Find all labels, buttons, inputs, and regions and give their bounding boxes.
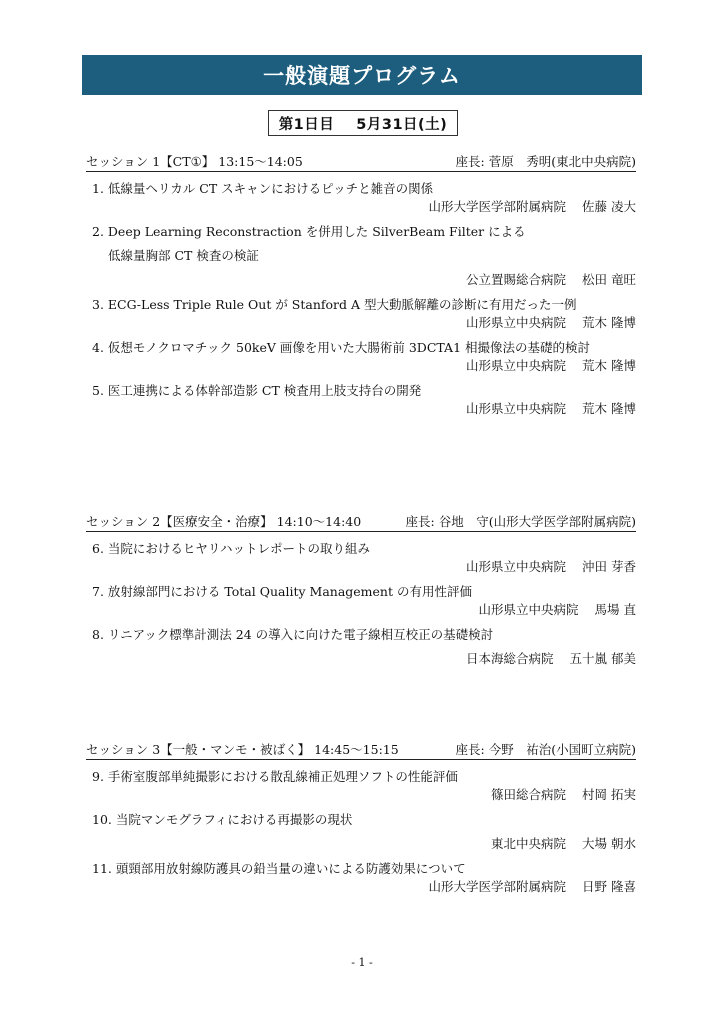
session-chair: 座長: 菅原 秀明(東北中央病院) xyxy=(455,154,636,169)
presenter-institution: 山形県立中央病院 xyxy=(466,559,567,574)
presenter-name: 松田 竜旺 xyxy=(582,272,636,287)
page-number: - 1 - xyxy=(351,956,373,969)
abstract-title: 5. 医工連携による体幹部造影 CT 検査用上肢支持台の開発 xyxy=(92,383,422,398)
presenter-institution: 山形大学医学部附属病院 xyxy=(428,879,567,894)
session-header xyxy=(86,508,636,532)
list-item xyxy=(88,339,636,375)
presenter xyxy=(88,558,636,576)
presenter xyxy=(88,357,636,375)
abstract-title: 4. 仮想モノクロマチック 50keV 画像を用いた大腸術前 3DCTA1 相撮像法の基礎的検討 xyxy=(92,340,590,355)
day-date: 5月31日(土) xyxy=(356,116,448,133)
presenter-name: 馬場 直 xyxy=(594,602,636,617)
program-banner xyxy=(82,55,642,95)
presenter-institution: 日本海総合病院 xyxy=(466,651,554,666)
presenter xyxy=(88,314,636,332)
presenter xyxy=(88,650,636,668)
presenter-institution: 山形県立中央病院 xyxy=(478,602,579,617)
abstract-title: 1. 低線量ヘリカル CT スキャンにおけるピッチと雑音の関係 xyxy=(92,181,434,196)
list-item xyxy=(88,540,636,576)
abstract-title: 3. ECG-Less Triple Rule Out が Stanford A 型大動脈解離の診断に有用だった一例 xyxy=(92,297,577,312)
presenter-institution: 篠田総合病院 xyxy=(491,787,567,802)
list-item xyxy=(88,296,636,332)
presenter-name: 五十嵐 郁美 xyxy=(569,651,636,666)
day-label: 第1日目 xyxy=(278,116,335,133)
presenter-name: 佐藤 凌大 xyxy=(582,199,636,214)
abstract-title: 8. リニアック標準計測法 24 の導入に向けた電子線相互校正の基礎検討 xyxy=(92,627,494,642)
list-item xyxy=(88,382,636,418)
presenter xyxy=(88,271,636,289)
presenter-institution: 東北中央病院 xyxy=(491,836,567,851)
presenter xyxy=(88,835,636,853)
presenter-institution: 公立置賜総合病院 xyxy=(466,272,567,287)
session-title: セッション 3【一般・マンモ・被ばく】 14:45～15:15 xyxy=(86,742,399,757)
presenter xyxy=(88,400,636,418)
abstract-title-continued: 低線量胸部 CT 検査の検証 xyxy=(108,248,259,263)
presenter-name: 沖田 芽香 xyxy=(582,559,636,574)
session-3 xyxy=(86,736,636,896)
presenter-name: 荒木 隆博 xyxy=(582,315,636,330)
list-item xyxy=(88,768,636,804)
presenter-institution: 山形県立中央病院 xyxy=(466,401,567,416)
presenter-name: 大場 朝水 xyxy=(582,836,636,851)
list-item xyxy=(88,860,636,896)
presenter xyxy=(88,198,636,216)
banner-title: 一般演題プログラム xyxy=(263,64,461,88)
list-item xyxy=(88,180,636,216)
presenter-institution: 山形県立中央病院 xyxy=(466,358,567,373)
list-item xyxy=(88,223,636,289)
presenter-institution: 山形大学医学部附属病院 xyxy=(428,199,567,214)
session-1 xyxy=(86,148,636,418)
presenter-name: 日野 隆喜 xyxy=(582,879,636,894)
presenter-name: 村岡 拓実 xyxy=(582,787,636,802)
abstract-title: 9. 手術室腹部単純撮影における散乱線補正処理ソフトの性能評価 xyxy=(92,769,458,784)
abstract-title: 6. 当院におけるヒヤリハットレポートの取り組み xyxy=(92,541,371,556)
abstract-title: 10. 当院マンモグラフィにおける再撮影の現状 xyxy=(92,812,353,827)
list-item xyxy=(88,626,636,668)
session-header xyxy=(86,148,636,172)
presenter-name: 荒木 隆博 xyxy=(582,401,636,416)
presenter-institution: 山形県立中央病院 xyxy=(466,315,567,330)
session-chair: 座長: 今野 祐治(小国町立病院) xyxy=(455,742,636,757)
list-item xyxy=(88,583,636,619)
session-header xyxy=(86,736,636,760)
abstract-title: 11. 頭頸部用放射線防護具の鉛当量の違いによる防護効果について xyxy=(92,861,466,876)
abstract-title: 7. 放射線部門における Total Quality Management の有用性評価 xyxy=(92,584,472,599)
list-item xyxy=(88,811,636,853)
presenter xyxy=(88,878,636,896)
session-title: セッション 1【CT①】 13:15～14:05 xyxy=(86,154,303,169)
presenter xyxy=(88,601,636,619)
presenter xyxy=(88,786,636,804)
session-2 xyxy=(86,508,636,668)
presenter-name: 荒木 隆博 xyxy=(582,358,636,373)
session-chair: 座長: 谷地 守(山形大学医学部附属病院) xyxy=(405,514,636,529)
session-title: セッション 2【医療安全・治療】 14:10～14:40 xyxy=(86,514,362,529)
abstract-title: 2. Deep Learning Reconstraction を併用した SilverBeam Filter による xyxy=(92,224,526,239)
day-heading xyxy=(268,110,458,136)
